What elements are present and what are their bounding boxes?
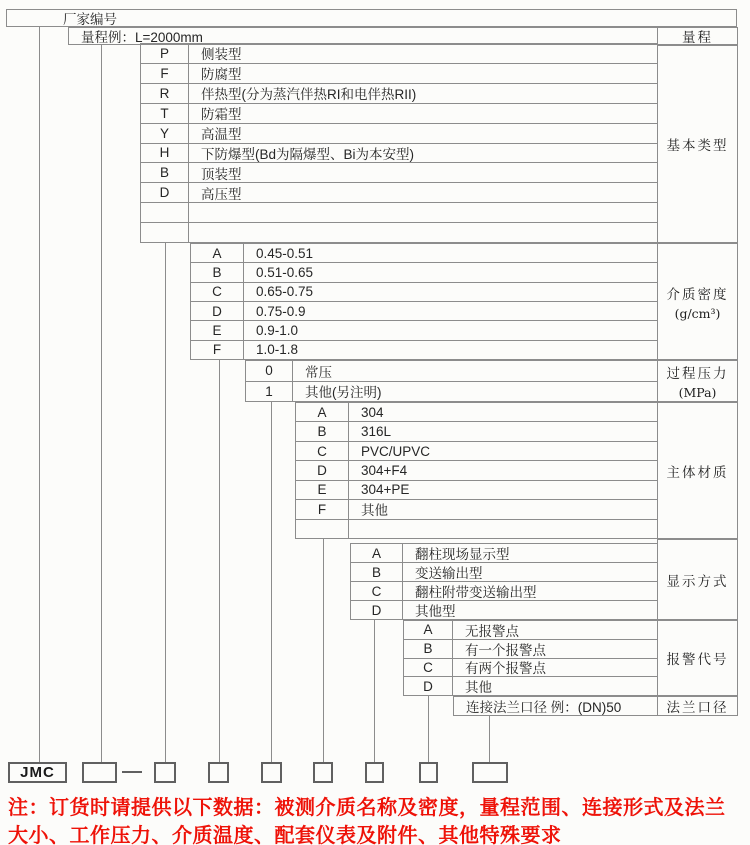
code-cell [296,520,349,538]
code-cell: D [296,461,349,479]
desc-cell: 0.45-0.51 [256,245,314,261]
code-cell [141,223,189,242]
basic-type-table [140,43,658,243]
code-cell: E [296,481,349,499]
table-row [141,44,657,63]
desc-cell: 其他 [465,680,492,695]
table-row [191,282,657,301]
table-row [296,421,657,440]
desc-cell: 高温型 [201,127,242,143]
order-note-line1: 注：订货时请提供以下数据：被测介质名称及密度，量程范围、连接形式及法兰 [8,797,726,819]
table-row [141,123,657,143]
connector-line [39,27,40,762]
model-code-box-display [365,762,384,783]
model-code-box-density [208,762,229,783]
code-cell: C [296,442,349,460]
desc-cell: 无报警点 [465,623,519,639]
category-label-range: 量程 [657,27,738,45]
code-cell: 1 [246,382,293,402]
table-row [191,320,657,339]
code-cell: C [351,582,403,600]
process-pressure-table [245,360,658,402]
code-cell [141,203,189,222]
alarm-code-table [403,620,658,696]
desc-cell: PVC/UPVC [361,443,431,459]
connector-line [374,620,375,762]
flange-size-row [453,696,658,716]
connector-line [219,360,220,762]
code-cell: 0 [246,361,293,381]
code-cell: B [404,640,453,658]
code-cell: B [191,263,244,281]
table-row [141,63,657,83]
code-cell: F [296,500,349,518]
connector-line [489,716,490,762]
table-row [141,83,657,103]
table-row [296,403,657,421]
table-row [296,460,657,479]
factory-number-label: 厂家编号 [63,12,117,27]
category-label-display-mode: 显示方式 [657,539,738,620]
code-cell: F [141,64,189,83]
code-cell: Y [141,124,189,143]
category-label-alarm-code: 报警代号 [657,620,738,696]
code-cell: A [191,244,244,262]
table-row [246,361,657,381]
code-cell: D [404,677,453,695]
code-cell: A [296,403,349,421]
connector-line [428,696,429,762]
code-cell: B [296,422,349,440]
code-cell: P [141,44,189,63]
desc-cell: 其他 [361,503,388,519]
flange-size-text: 连接法兰口径 例：(DN)50 [466,700,622,715]
model-code-box-pressure [261,762,282,783]
table-row [404,658,657,677]
category-label-flange-size: 法兰口径 [657,696,738,716]
desc-cell [349,520,657,538]
model-code-box-range [82,762,117,783]
desc-cell: 顶装型 [201,166,242,182]
code-cell: D [141,183,189,202]
table-row [351,544,657,562]
desc-cell: 其他型 [415,604,456,619]
code-cell: E [191,321,244,339]
code-cell: H [141,144,189,163]
model-code-box-material [313,762,333,783]
desc-cell: 有一个报警点 [465,642,546,658]
code-cell: R [141,84,189,103]
desc-cell: 防霜型 [201,107,242,123]
desc-cell: 翻柱现场显示型 [415,547,510,562]
desc-cell: 变送输出型 [415,566,483,581]
desc-cell: 1.0-1.8 [256,342,299,358]
table-row [191,301,657,320]
table-row [141,103,657,123]
body-material-table [295,402,658,539]
model-code-box-alarm [419,762,438,783]
table-row [296,441,657,460]
desc-cell [189,203,657,222]
table-row [141,182,657,202]
code-cell: F [191,341,244,359]
table-row [141,162,657,182]
desc-cell: 304+F4 [361,462,408,478]
desc-cell: 防腐型 [201,67,242,83]
code-cell: D [351,601,403,619]
factory-number-row [6,9,737,27]
desc-cell: 304+PE [361,482,410,498]
table-row [351,562,657,581]
table-row [351,581,657,600]
order-note [8,794,744,845]
range-example-text: 量程例：L=2000mm [81,30,203,45]
desc-cell: 0.51-0.65 [256,264,314,280]
desc-cell: 翻柱附带变送输出型 [415,585,537,600]
table-row [404,639,657,658]
desc-cell: 0.9-1.0 [256,322,299,338]
category-label-process-pressure: 过程压力 (MPa) [657,360,738,402]
code-cell: C [191,283,244,301]
table-row [191,262,657,281]
table-row [141,143,657,163]
code-cell: D [191,302,244,320]
model-prefix-box: JMC [8,762,67,783]
order-note-line2: 大小、工作压力、介质温度、配套仪表及附件、其他特殊要求 [8,825,562,845]
table-row [404,676,657,695]
desc-cell: 高压型 [201,186,242,202]
desc-cell: 316L [361,424,392,440]
table-row [191,340,657,359]
category-label-basic-type: 基本类型 [657,45,738,243]
desc-cell: 侧装型 [201,47,242,63]
medium-density-table [190,243,658,360]
code-cell: B [351,563,403,581]
connector-line [165,243,166,762]
desc-cell: 0.75-0.9 [256,303,306,319]
table-row [404,621,657,639]
category-label-body-material: 主体材质 [657,402,738,539]
code-cell: A [404,621,453,639]
table-row [296,480,657,499]
connector-line [271,402,272,762]
table-row [296,519,657,538]
display-mode-table [350,543,658,620]
table-row [246,381,657,402]
connector-line [323,539,324,762]
desc-cell [189,223,657,242]
code-cell: A [351,544,403,562]
model-code-box-flange [472,762,508,783]
table-row [141,202,657,222]
desc-cell: 常压 [305,364,332,380]
code-cell: C [404,659,453,677]
model-code-box-basic-type [154,762,176,783]
connector-line [101,45,102,762]
desc-cell: 其他(另注明) [305,385,382,401]
desc-cell: 下防爆型(Bd为隔爆型、Bi为本安型) [201,146,415,162]
dash-separator [122,771,142,773]
code-cell: B [141,163,189,182]
table-row [141,222,657,242]
desc-cell: 304 [361,404,384,420]
table-row [191,244,657,262]
table-row [351,600,657,619]
code-cell: T [141,104,189,123]
category-label-medium-density: 介质密度 (g/cm³) [657,243,738,360]
desc-cell: 伴热型(分为蒸汽伴热RI和电伴热RII) [201,87,417,103]
desc-cell: 0.65-0.75 [256,284,314,300]
desc-cell: 有两个报警点 [465,661,546,677]
table-row [296,499,657,518]
